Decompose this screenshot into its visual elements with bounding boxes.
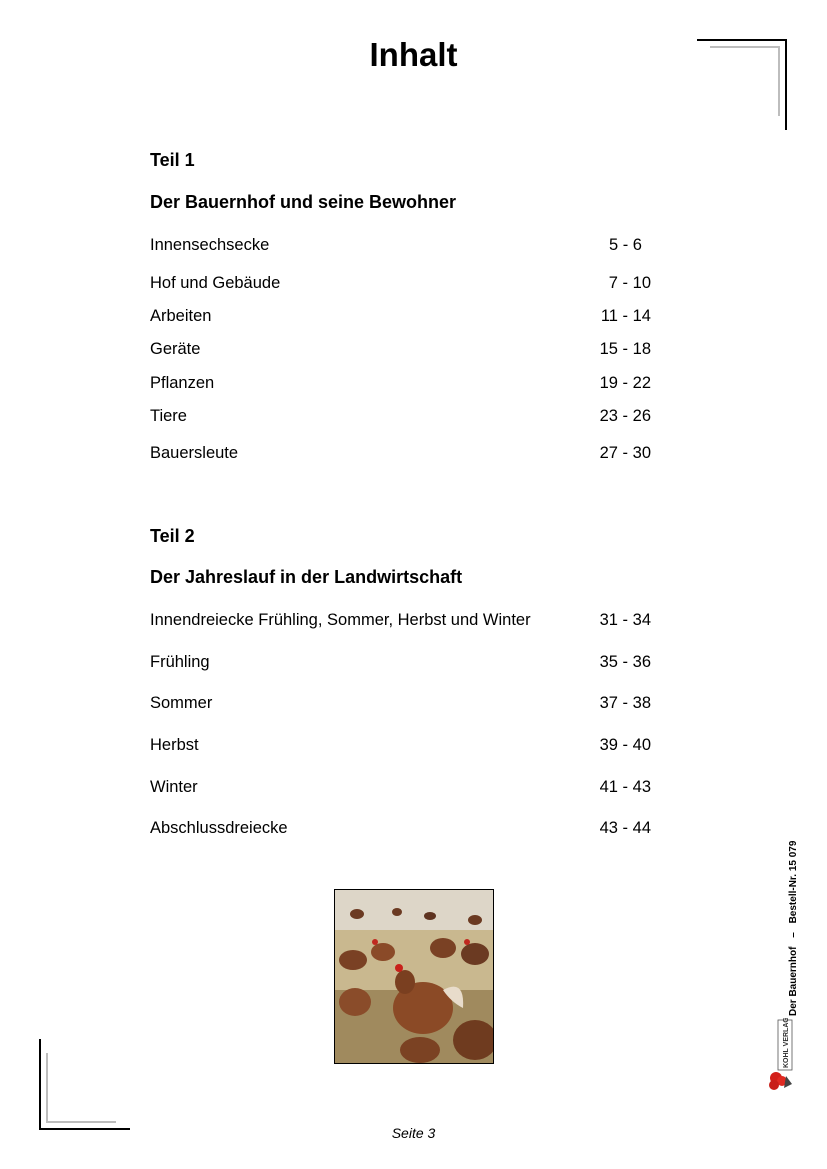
toc-entry-label: Innensechsecke	[150, 236, 270, 254]
toc-entry-label: Pflanzen	[150, 374, 215, 392]
toc-entry-pages: 37 - 38	[599, 694, 651, 712]
toc-entry-pages: 41 - 43	[599, 778, 651, 796]
side-separator: –	[788, 932, 799, 938]
side-order-number: Bestell-Nr. 15 079	[788, 840, 799, 924]
toc-entry-pages: 19 - 22	[599, 374, 651, 392]
toc-entry-label: Winter	[150, 778, 198, 796]
toc-entry-pages: 5 - 6	[608, 236, 642, 254]
toc-entry-pages: 15 - 18	[599, 340, 651, 358]
toc-entry-label: Hof und Gebäude	[150, 274, 281, 292]
part1-subtitle: Der Bauernhof und seine Bewohner	[150, 192, 457, 212]
corner-line-bottom-left-outer-v	[39, 1039, 41, 1130]
toc-entry-label: Sommer	[150, 694, 213, 712]
toc-entry-pages: 43 - 44	[599, 819, 651, 837]
kohl-verlag-logo-icon	[766, 1018, 800, 1092]
corner-line-bottom-left-inner-h	[46, 1121, 116, 1123]
part1-label: Teil 1	[150, 150, 195, 170]
toc-entry-label: Herbst	[150, 736, 199, 754]
part2-label: Teil 2	[150, 526, 195, 546]
side-publisher-info	[788, 841, 799, 1016]
toc-entry-pages: 23 - 26	[599, 407, 651, 425]
toc-entry-pages: 7 - 10	[608, 274, 651, 292]
toc-entry-label: Bauersleute	[150, 444, 239, 462]
toc-entry-label: Tiere	[150, 407, 187, 425]
page-number: Seite 3	[391, 1125, 436, 1141]
toc-entry-label: Innendreiecke Frühling, Sommer, Herbst und Winter	[150, 611, 531, 629]
toc-entry-pages: 35 - 36	[599, 653, 651, 671]
page-title: Inhalt	[369, 36, 458, 73]
logo-text: KOHL VERLAG	[783, 1018, 790, 1068]
chickens-photo	[334, 889, 494, 1064]
toc-entry-label: Geräte	[150, 340, 201, 358]
toc-entry-label: Arbeiten	[150, 307, 212, 325]
chickens-illustration	[335, 890, 493, 1063]
part2-subtitle: Der Jahreslauf in der Landwirtschaft	[150, 567, 463, 587]
publisher-logo	[766, 1018, 800, 1092]
toc-entry-pages: 27 - 30	[599, 444, 651, 462]
toc-entry-pages: 39 - 40	[599, 736, 651, 754]
toc-entry-pages: 11 - 14	[600, 307, 651, 325]
toc-entry-pages: 31 - 34	[599, 611, 651, 629]
toc-entry-label: Abschlussdreiecke	[150, 819, 288, 837]
toc-entry-label: Frühling	[150, 653, 210, 671]
side-book-title: Der Bauernhof	[788, 946, 799, 1016]
corner-line-bottom-left-inner-v	[46, 1053, 48, 1123]
